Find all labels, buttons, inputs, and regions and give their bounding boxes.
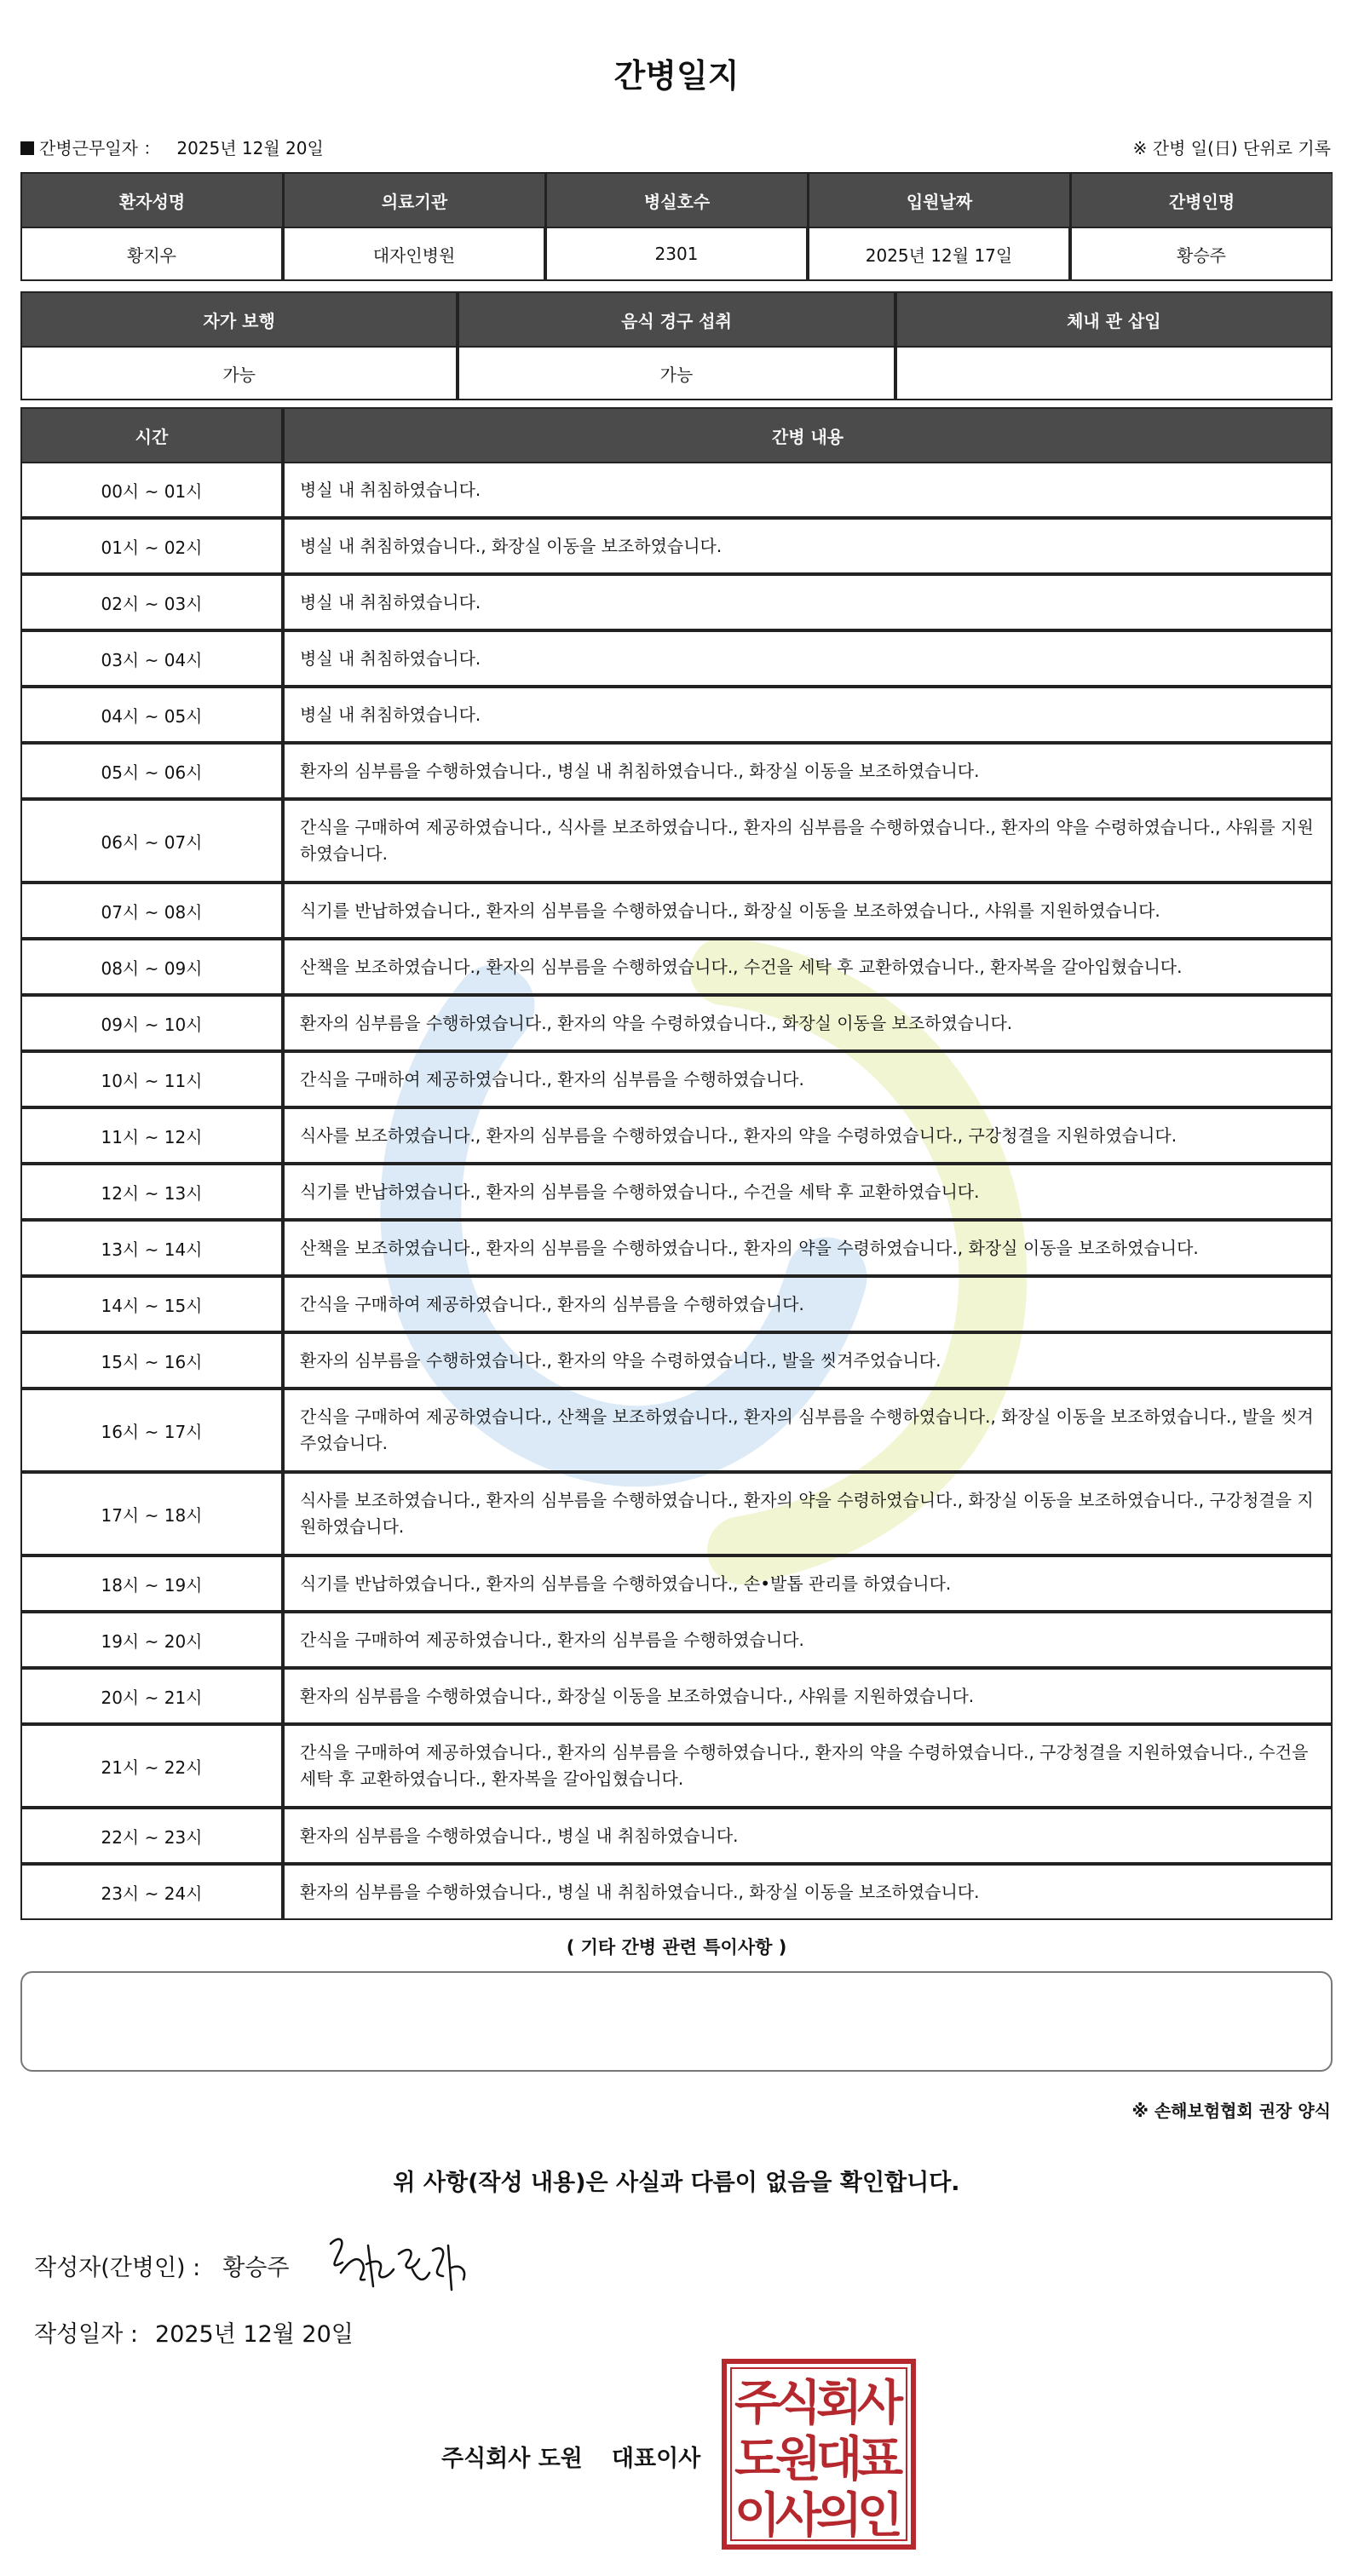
etc-notes-label: ( 기타 간병 관련 특이사항 )	[566, 1937, 787, 1958]
table-row	[20, 939, 1333, 995]
care-content: 환자의 심부름을 수행하였습니다., 병실 내 취침하였습니다.	[283, 1808, 1333, 1864]
table-row	[20, 1724, 1333, 1808]
writer-name: 황승주	[222, 2255, 290, 2281]
care-content: 환자의 심부름을 수행하였습니다., 병실 내 취침하였습니다., 화장실 이동을 보조하였습니다.	[283, 743, 1333, 799]
header-care-content: 간병 내용	[283, 407, 1333, 462]
care-content: 산책을 보조하였습니다., 환자의 심부름을 수행하였습니다., 수건을 세탁 후 교환하였습니다., 환자복을 갈아입혔습니다.	[283, 939, 1333, 995]
time-slot: 08시 ~ 09시	[20, 939, 283, 995]
signature	[324, 2220, 477, 2297]
time-slot: 02시 ~ 03시	[20, 574, 283, 630]
care-content: 식사를 보조하였습니다., 환자의 심부름을 수행하였습니다., 환자의 약을 수령하였습니다., 화장실 이동을 보조하였습니다., 구강청결을 지원하였습니다.	[283, 1472, 1333, 1555]
time-slot: 06시 ~ 07시	[20, 799, 283, 883]
table-row	[20, 574, 1333, 630]
svg-text:사: 사	[774, 2488, 822, 2544]
caregiver-name: 황승주	[1070, 227, 1333, 281]
table-row	[20, 995, 1333, 1051]
svg-text:표: 표	[856, 2432, 904, 2487]
care-content: 환자의 심부름을 수행하였습니다., 환자의 약을 수령하였습니다., 발을 씻겨주었습니다.	[283, 1332, 1333, 1389]
header-room-number: 병실호수	[545, 172, 808, 227]
care-content: 병실 내 취침하였습니다.	[283, 574, 1333, 630]
care-content: 간식을 구매하여 제공하였습니다., 환자의 심부름을 수행하였습니다.	[283, 1276, 1333, 1332]
care-content: 병실 내 취침하였습니다., 화장실 이동을 보조하였습니다.	[283, 518, 1333, 574]
care-content: 병실 내 취침하였습니다.	[283, 462, 1333, 518]
tube-insertion-value	[895, 346, 1333, 400]
care-content: 식기를 반납하였습니다., 환자의 심부름을 수행하였습니다., 수건을 세탁 후 교환하였습니다.	[283, 1164, 1333, 1220]
page-title: 간병일지	[613, 57, 740, 95]
record-unit-note: ※ 간병 일(日) 단위로 기록	[1132, 138, 1331, 158]
self-walking-value: 가능	[20, 346, 458, 400]
room-number: 2301	[545, 227, 808, 281]
patient-ability-table	[20, 291, 1333, 400]
care-content: 환자의 심부름을 수행하였습니다., 환자의 약을 수령하였습니다., 화장실 이동을 보조하였습니다.	[283, 995, 1333, 1051]
svg-text:대: 대	[815, 2432, 863, 2487]
care-content: 간식을 구매하여 제공하였습니다., 환자의 심부름을 수행하였습니다., 환자의 약을 수령하였습니다., 구강청결을 지원하였습니다., 수건을 세탁 후 교환하였습니다., 환자복을 갈아입혔습니다.	[283, 1724, 1333, 1808]
care-content: 간식을 구매하여 제공하였습니다., 환자의 심부름을 수행하였습니다.	[283, 1612, 1333, 1668]
table-row	[20, 1668, 1333, 1724]
time-slot: 22시 ~ 23시	[20, 1808, 283, 1864]
time-slot: 12시 ~ 13시	[20, 1164, 283, 1220]
table-row	[20, 1389, 1333, 1472]
written-date-label: 작성일자 :	[34, 2321, 139, 2348]
care-log-table	[20, 407, 1333, 1920]
svg-text:회: 회	[815, 2376, 863, 2431]
svg-text:의: 의	[815, 2488, 863, 2544]
oral-intake-value: 가능	[458, 346, 895, 400]
care-content: 식기를 반납하였습니다., 환자의 심부름을 수행하였습니다., 손•발톱 관리를 하였습니다.	[283, 1555, 1333, 1612]
table-row	[20, 1808, 1333, 1864]
svg-text:식: 식	[774, 2376, 822, 2431]
header-caregiver-name: 간병인명	[1070, 172, 1333, 227]
time-slot: 07시 ~ 08시	[20, 883, 283, 939]
hospital-name: 대자인병원	[283, 227, 545, 281]
company-name: 주식회사 도원	[441, 2446, 583, 2472]
time-slot: 09시 ~ 10시	[20, 995, 283, 1051]
table-row	[20, 1864, 1333, 1920]
care-content: 산책을 보조하였습니다., 환자의 심부름을 수행하였습니다., 환자의 약을 수령하였습니다., 화장실 이동을 보조하였습니다.	[283, 1220, 1333, 1276]
patient-info-table	[20, 172, 1333, 281]
care-content: 간식을 구매하여 제공하였습니다., 산책을 보조하였습니다., 환자의 심부름을 수행하였습니다., 화장실 이동을 보조하였습니다., 발을 씻겨주었습니다.	[283, 1389, 1333, 1472]
table-row	[20, 1332, 1333, 1389]
admission-date: 2025년 12월 17일	[808, 227, 1070, 281]
table-row	[20, 630, 1333, 687]
table-row	[20, 1612, 1333, 1668]
time-slot: 03시 ~ 04시	[20, 630, 283, 687]
svg-text:주: 주	[734, 2376, 781, 2431]
header-admission-date: 입원날짜	[808, 172, 1070, 227]
care-log-rows	[20, 462, 1333, 1920]
table-row	[20, 518, 1333, 574]
time-slot: 04시 ~ 05시	[20, 687, 283, 743]
patient-name: 황지우	[20, 227, 283, 281]
time-slot: 15시 ~ 16시	[20, 1332, 283, 1389]
time-slot: 21시 ~ 22시	[20, 1724, 283, 1808]
table-row	[20, 743, 1333, 799]
table-row	[20, 883, 1333, 939]
table-row	[20, 687, 1333, 743]
writer-line	[34, 2249, 290, 2282]
company-line	[441, 2440, 700, 2473]
header-time: 시간	[20, 407, 283, 462]
written-date-value: 2025년 12월 20일	[155, 2321, 354, 2348]
care-content: 식사를 보조하였습니다., 환자의 심부름을 수행하였습니다., 환자의 약을 수령하였습니다., 구강청결을 지원하였습니다.	[283, 1107, 1333, 1164]
header-self-walking: 자가 보행	[20, 291, 458, 346]
care-content: 병실 내 취침하였습니다.	[283, 687, 1333, 743]
care-content: 병실 내 취침하였습니다.	[283, 630, 1333, 687]
time-slot: 05시 ~ 06시	[20, 743, 283, 799]
table-row	[20, 1555, 1333, 1612]
svg-text:인: 인	[856, 2488, 904, 2544]
time-slot: 19시 ~ 20시	[20, 1612, 283, 1668]
time-slot: 13시 ~ 14시	[20, 1220, 283, 1276]
time-slot: 11시 ~ 12시	[20, 1107, 283, 1164]
svg-text:이: 이	[734, 2488, 781, 2544]
svg-text:사: 사	[856, 2376, 904, 2431]
time-slot: 10시 ~ 11시	[20, 1051, 283, 1107]
company-seal-stamp	[721, 2358, 917, 2550]
svg-text:원: 원	[774, 2432, 822, 2487]
written-date-line	[34, 2315, 354, 2349]
work-date-value: 2025년 12월 20일	[176, 138, 324, 158]
square-bullet-icon	[20, 141, 34, 155]
svg-text:도: 도	[734, 2432, 781, 2487]
time-slot: 01시 ~ 02시	[20, 518, 283, 574]
writer-label: 작성자(간병인) :	[34, 2255, 201, 2281]
header-oral-intake: 음식 경구 섭취	[458, 291, 895, 346]
table-row	[20, 1164, 1333, 1220]
table-row	[20, 1051, 1333, 1107]
company-representative: 대표이사	[611, 2446, 701, 2472]
time-slot: 23시 ~ 24시	[20, 1864, 283, 1920]
time-slot: 00시 ~ 01시	[20, 462, 283, 518]
confirmation-statement: 위 사항(작성 내용)은 사실과 다름이 없음을 확인합니다.	[393, 2170, 960, 2196]
table-row	[20, 462, 1333, 518]
work-date-label: 간병근무일자 ：	[39, 138, 161, 158]
time-slot: 16시 ~ 17시	[20, 1389, 283, 1472]
recommend-note: ※ 손해보험협회 권장 양식	[1131, 2101, 1331, 2121]
care-content: 간식을 구매하여 제공하였습니다., 식사를 보조하였습니다., 환자의 심부름을 수행하였습니다., 환자의 약을 수령하였습니다., 샤워를 지원하였습니다.	[283, 799, 1333, 883]
care-content: 환자의 심부름을 수행하였습니다., 병실 내 취침하였습니다., 화장실 이동을 보조하였습니다.	[283, 1864, 1333, 1920]
etc-notes-box	[20, 1971, 1333, 2072]
header-patient-name: 환자성명	[20, 172, 283, 227]
table-row	[20, 1107, 1333, 1164]
header-tube-insertion: 체내 관 삽입	[895, 291, 1333, 346]
care-content: 간식을 구매하여 제공하였습니다., 환자의 심부름을 수행하였습니다.	[283, 1051, 1333, 1107]
time-slot: 14시 ~ 15시	[20, 1276, 283, 1332]
table-row	[20, 1276, 1333, 1332]
work-date-line	[20, 135, 324, 159]
table-row	[20, 1472, 1333, 1555]
care-content: 식기를 반납하였습니다., 환자의 심부름을 수행하였습니다., 화장실 이동을 보조하였습니다., 샤워를 지원하였습니다.	[283, 883, 1333, 939]
table-row	[20, 1220, 1333, 1276]
time-slot: 18시 ~ 19시	[20, 1555, 283, 1612]
time-slot: 17시 ~ 18시	[20, 1472, 283, 1555]
table-row	[20, 799, 1333, 883]
time-slot: 20시 ~ 21시	[20, 1668, 283, 1724]
header-hospital: 의료기관	[283, 172, 545, 227]
care-content: 환자의 심부름을 수행하였습니다., 화장실 이동을 보조하였습니다., 샤워를 지원하였습니다.	[283, 1668, 1333, 1724]
